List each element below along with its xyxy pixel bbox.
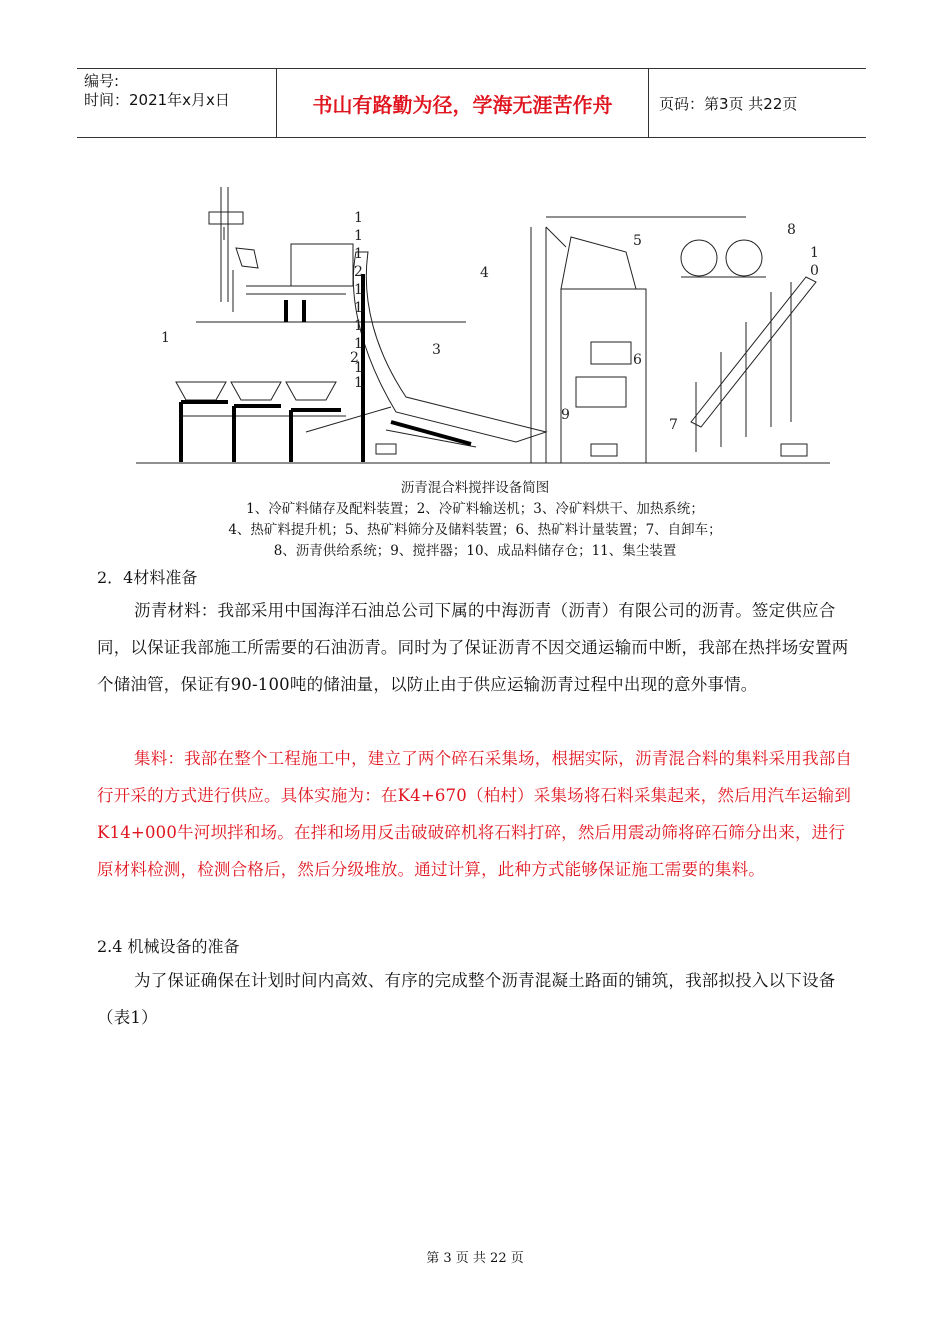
label-10-b: 0 (810, 263, 819, 279)
label-4: 4 (480, 265, 489, 281)
label-6: 6 (633, 352, 642, 368)
label-11-d: 2 (354, 264, 363, 280)
label-10-a: 1 (810, 245, 819, 261)
label-11-f: 1 (354, 300, 363, 316)
code-label: 编号: (84, 72, 120, 90)
header-left (77, 69, 277, 137)
paragraph-aggregate (97, 740, 857, 888)
label-5: 5 (633, 233, 642, 249)
paragraph-aggregate-text: 集料：我部在整个工程施工中，建立了两个碎石采集场，根据实际，沥青混合料的集料采用我部自行开采的方式进行供应。具体实施为：在K4+670（柏村）采集场将石料采集起来，然后用汽车运输到K14+000牛河坝拌和场。在拌和场用反击破破碎机将石料打碎，然后用震动筛将碎石筛分出来，进行原材料检测，检测合格后，然后分级堆放。通过计算，此种方式能够保证施工需要的集料。 (97, 749, 853, 879)
label-1: 1 (161, 330, 170, 346)
time-label: 时间：2021年x月x日 (84, 91, 230, 109)
label-11-b: 1 (354, 228, 363, 244)
caption-line-1: 1、冷矿料储存及配料装置；2、冷矿料输送机；3、冷矿料烘干、加热系统； (246, 501, 704, 517)
paragraph-equipment-text: 为了保证确保在计划时间内高效、有序的完成整个沥青混凝土路面的铺筑，我部拟投入以下设备（表1） (97, 971, 836, 1027)
section-title-materials: 2．4材料准备 (97, 568, 198, 587)
motto: 书山有路勤为径，学海无涯苦作舟 (277, 69, 649, 137)
label-11-g: 1 (354, 318, 363, 334)
figure-caption (150, 478, 800, 562)
label-2: 2 (350, 350, 359, 366)
page-header (77, 68, 866, 138)
label-9: 9 (561, 407, 570, 423)
label-8: 8 (787, 222, 796, 238)
label-11-e: 1 (354, 282, 363, 298)
page-label: 页码：第3页 共22页 (659, 94, 798, 113)
paragraph-equipment (97, 962, 857, 1036)
diagram-svg (136, 182, 830, 482)
paragraph-asphalt (97, 592, 857, 703)
label-3: 3 (432, 342, 441, 358)
caption-line-2: 4、热矿料提升机；5、热矿料筛分及储料装置；6、热矿料计量装置；7、自卸车； (228, 522, 722, 538)
page-footer: 第 3 页 共 22 页 (426, 1251, 524, 1266)
section-title-equipment: 2.4 机械设备的准备 (97, 937, 240, 956)
label-11-j: 1 (354, 375, 363, 391)
label-7: 7 (669, 417, 678, 433)
label-11-c: 1 (354, 246, 363, 262)
paragraph-asphalt-text: 沥青材料：我部采用中国海洋石油总公司下属的中海沥青（沥青）有限公司的沥青。签定供应合同，以保证我部施工所需要的石油沥青。同时为了保证沥青不因交通运输而中断，我部在热拌场安置两个储油管，保证有90-100吨的储油量，以防止由于供应运输沥青过程中出现的意外事情。 (97, 601, 849, 694)
caption-line-3: 8、沥青供给系统；9、搅拌器；10、成品料储存仓；11、集尘装置 (273, 543, 677, 559)
label-11-i: 1 (354, 360, 363, 376)
label-11-h: 1 (354, 336, 363, 352)
label-11-a: 1 (354, 210, 363, 226)
caption-title: 沥青混合料搅拌设备简图 (400, 480, 550, 496)
equipment-diagram (136, 182, 830, 482)
